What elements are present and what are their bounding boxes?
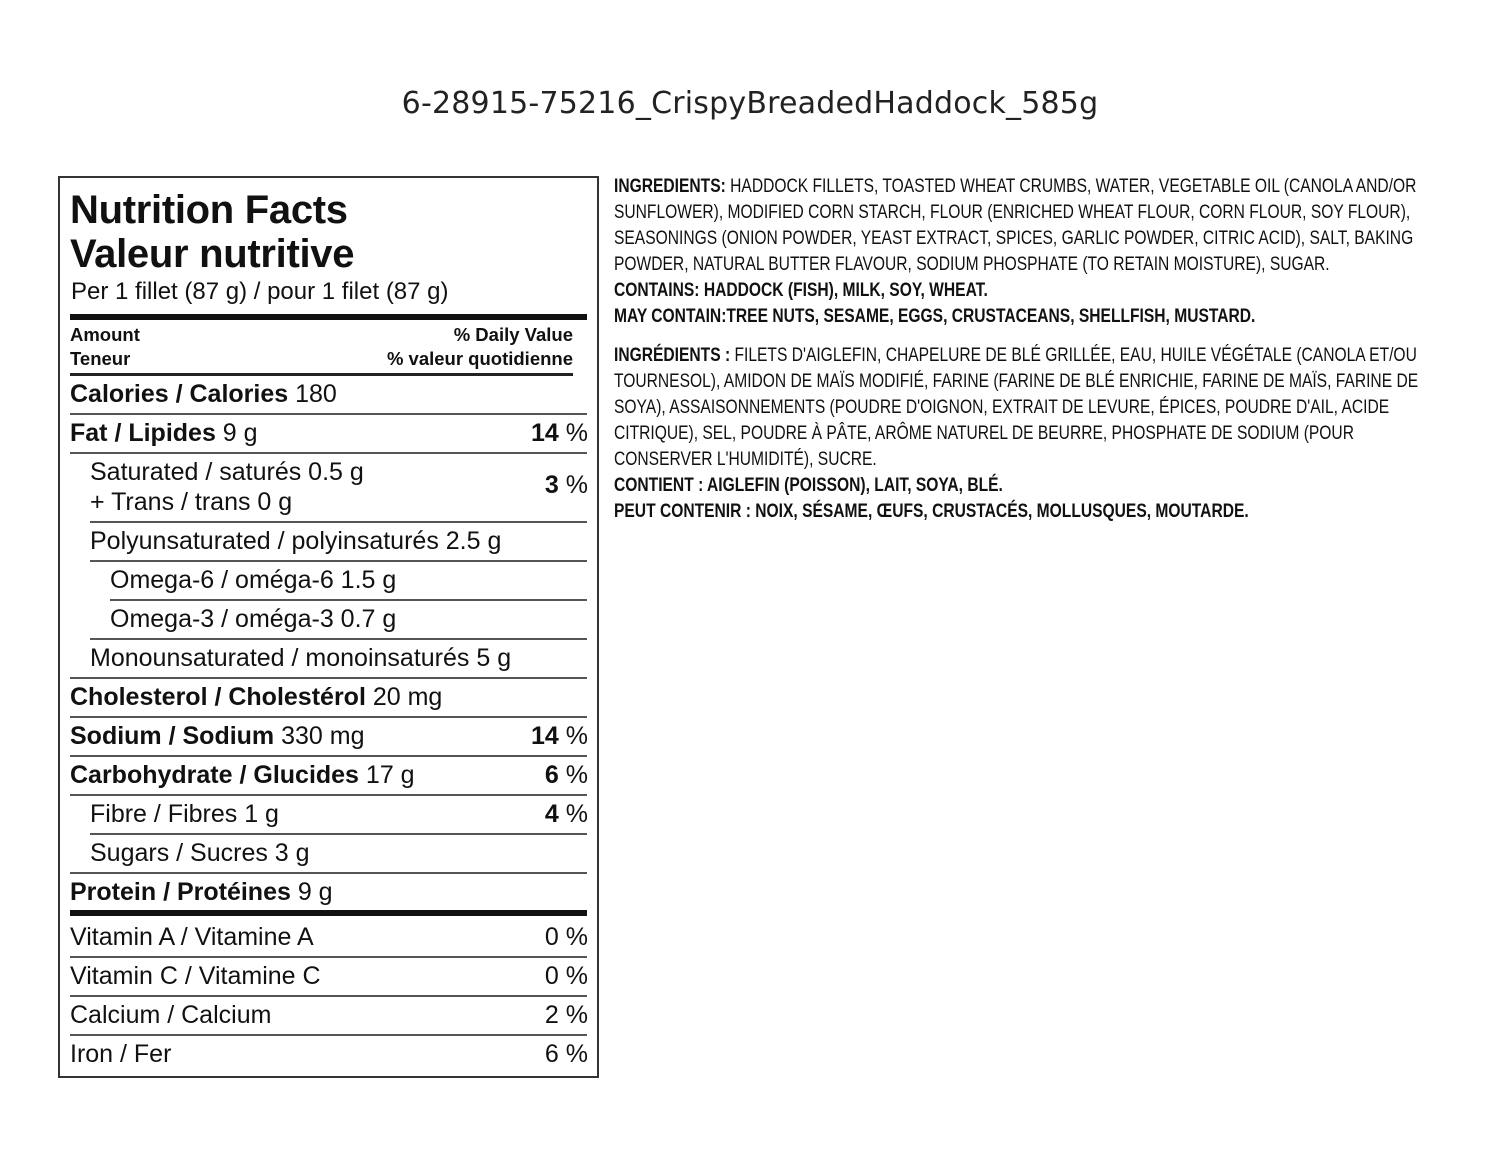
ingredients-fr-text: FILETS D'AIGLEFIN, CHAPELURE DE BLÉ GRILLÉE, EAU, HUILE VÉGÉTALE (CANOLA ET/OU TOURNESOL), AMIDON DE MAÏS MODIFIÉ, FARINE (FARINE DE BLÉ ENRICHIE, FARINE DE MAÏS, FARINE DE SOYA), ASSAISONNEMENTS (POUDRE D'OIGNON, EXTRAIT DE LEVURE, ÉPICES, POUDRE D'AIL, ACIDE CITRIQUE), SEL, POUDRE À PÂTE, ARÔME NATUREL DE BEURRE, PHOSPHATE DE SODIUM (POUR CONSERVER L'HUMIDITÉ), SUCRE. — [614, 344, 1419, 470]
fat-label: Fat / Lipides — [70, 419, 216, 447]
sodium-value: 330 mg — [274, 722, 365, 750]
ingredients-fr-list — [614, 342, 1446, 472]
fibre-percent: 4 % — [544, 800, 588, 828]
ingredients-fr-label: INGRÉDIENTS : — [614, 344, 731, 366]
row-divider — [70, 413, 587, 415]
cholesterol-value: 20 mg — [365, 683, 443, 711]
row-divider — [70, 995, 587, 997]
fat-percent: 14 % — [531, 419, 588, 447]
calories-row — [70, 380, 337, 409]
carbohydrate-value: 17 g — [358, 761, 415, 789]
nutrition-title-fr: Valeur nutritive — [70, 232, 355, 276]
ingredients-en-list — [614, 173, 1446, 277]
row-divider — [70, 794, 587, 796]
amount-header-en: Amount — [70, 324, 140, 345]
may-contain-fr: PEUT CONTENIR : NOIX, SÉSAME, ŒUFS, CRUSTACÉS, MOLLUSQUES, MOUTARDE. — [614, 500, 1249, 522]
thick-rule — [70, 314, 587, 320]
row-divider — [70, 1034, 587, 1036]
vitamin-a-row: Vitamin A / Vitamine A — [70, 923, 314, 951]
iron-row: Iron / Fer — [70, 1040, 172, 1068]
fat-value: 9 g — [215, 419, 258, 447]
omega3-row: Omega-3 / oméga-3 0.7 g — [110, 605, 397, 633]
row-divider — [70, 716, 587, 718]
saturated-trans-percent: 3 % — [544, 471, 588, 499]
fibre-row: Fibre / Fibres 1 g — [90, 800, 279, 828]
calcium-percent: 2 % — [544, 1001, 588, 1029]
row-divider — [90, 521, 587, 523]
ingredients-en-label: INGREDIENTS: — [614, 175, 726, 197]
monounsaturated-row: Monounsaturated / monoinsaturés 5 g — [90, 644, 512, 672]
trans-row: + Trans / trans 0 g — [90, 488, 293, 516]
iron-percent: 6 % — [544, 1040, 588, 1068]
ingredients-en-text: HADDOCK FILLETS, TOASTED WHEAT CRUMBS, WATER, VEGETABLE OIL (CANOLA AND/OR SUNFLOWER), MODIFIED CORN STARCH, FLOUR (ENRICHED WHEAT FLOUR, CORN FLOUR, SOY FLOUR), SEASONINGS (ONION POWDER, YEAST EXTRACT, SPICES, GARLIC POWDER, CITRIC ACID), SALT, BAKING POWDER, NATURAL BUTTER FLAVOUR, SODIUM PHOSPHATE (TO RETAIN MOISTURE), SUGAR. — [614, 175, 1417, 275]
sodium-row — [70, 722, 365, 751]
row-divider — [90, 833, 587, 835]
row-divider — [70, 677, 587, 679]
contains-fr: CONTIENT : AIGLEFIN (POISSON), LAIT, SOYA, BLÉ. — [614, 474, 1003, 496]
vitamin-a-percent: 0 % — [544, 923, 588, 951]
cholesterol-row — [70, 683, 442, 712]
row-divider — [70, 956, 587, 958]
amount-header-fr: Teneur — [70, 348, 131, 369]
serving-size: Per 1 fillet (87 g) / pour 1 filet (87 g) — [71, 278, 449, 305]
calories-label: Calories / Calories — [70, 380, 289, 408]
carbohydrate-percent: 6 % — [544, 761, 588, 789]
vitamin-c-row: Vitamin C / Vitamine C — [70, 962, 321, 990]
carbohydrate-row — [70, 761, 415, 790]
row-divider — [90, 638, 587, 640]
daily-value-header-fr: % valeur quotidienne — [386, 348, 573, 369]
ingredients-french — [614, 342, 1446, 524]
row-divider — [70, 452, 587, 454]
nutrition-facts-panel — [58, 176, 599, 1078]
calories-value: 180 — [288, 380, 337, 408]
file-title: 6-28915-75216_CrispyBreadedHaddock_585g — [401, 86, 1099, 121]
contains-en: CONTAINS: HADDOCK (FISH), MILK, SOY, WHEAT. — [614, 279, 988, 301]
row-divider — [90, 560, 587, 562]
carbohydrate-label: Carbohydrate / Glucides — [70, 761, 359, 789]
omega6-row: Omega-6 / oméga-6 1.5 g — [110, 566, 397, 594]
vitamin-c-percent: 0 % — [544, 962, 588, 990]
header-rule — [70, 373, 573, 376]
sodium-label: Sodium / Sodium — [70, 722, 275, 750]
saturated-row: Saturated / saturés 0.5 g — [90, 458, 364, 486]
protein-value: 9 g — [290, 878, 333, 906]
sugars-row: Sugars / Sucres 3 g — [90, 839, 310, 867]
may-contain-en: MAY CONTAIN:TREE NUTS, SESAME, EGGS, CRUSTACEANS, SHELLFISH, MUSTARD. — [614, 305, 1256, 327]
ingredients-english — [614, 173, 1446, 329]
calcium-row: Calcium / Calcium — [70, 1001, 272, 1029]
nutrition-title-en: Nutrition Facts — [70, 188, 348, 232]
thick-rule — [70, 910, 587, 916]
cholesterol-label: Cholesterol / Cholestérol — [70, 683, 366, 711]
row-divider — [70, 755, 587, 757]
polyunsaturated-row: Polyunsaturated / polyinsaturés 2.5 g — [90, 527, 502, 555]
daily-value-header-en: % Daily Value — [453, 324, 573, 345]
sodium-percent: 14 % — [531, 722, 588, 750]
protein-row — [70, 878, 333, 907]
row-divider — [70, 872, 587, 874]
row-divider — [110, 599, 587, 601]
fat-row — [70, 419, 258, 448]
protein-label: Protein / Protéines — [70, 878, 291, 906]
